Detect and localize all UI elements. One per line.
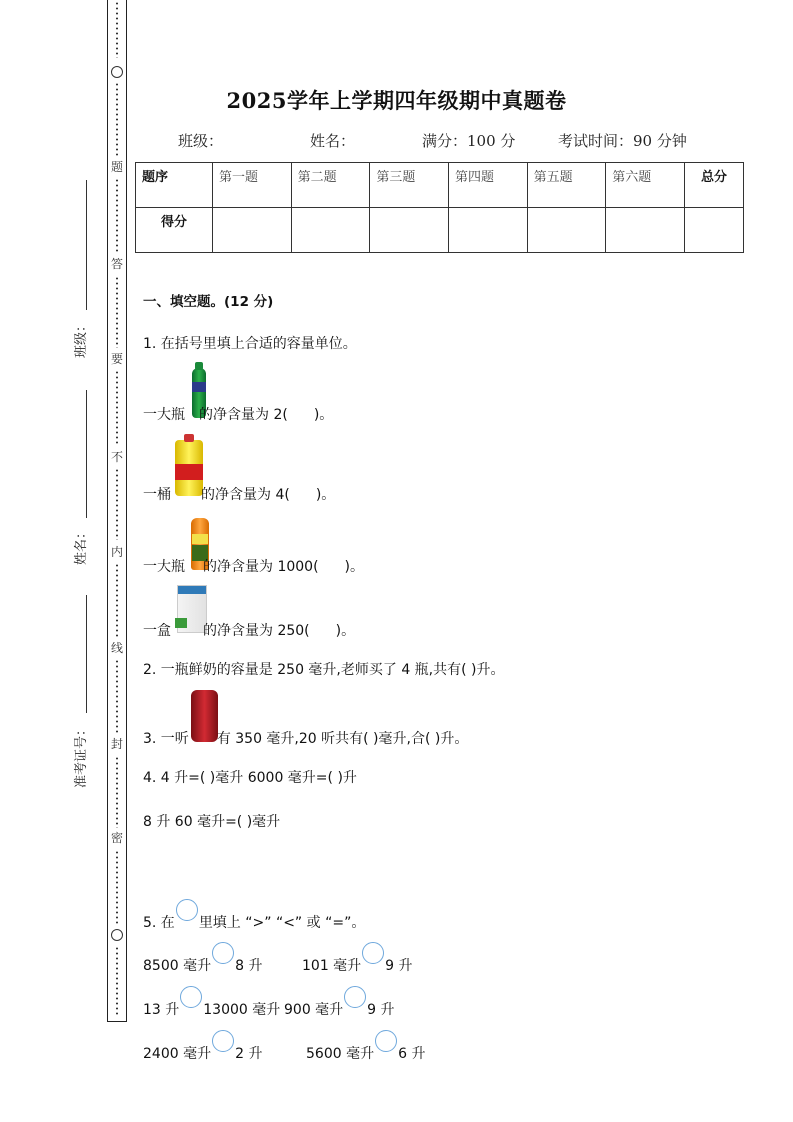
q5-row-2a [143, 986, 280, 1019]
q5-prompt-post: 里填上 “>” “<” 或 “=”。 [198, 915, 366, 931]
dotted-line [116, 659, 118, 733]
score-cell[interactable] [370, 208, 449, 253]
q1-item-1-end: )。 [313, 407, 334, 423]
compare-circle-input[interactable] [180, 986, 202, 1008]
dotted-line [116, 850, 118, 924]
header-cell: 第一题 [213, 163, 292, 208]
compare-left: 13 升 [143, 1002, 180, 1018]
name-field[interactable]: 姓名： [310, 132, 356, 150]
compare-right: 13000 毫升 [203, 1002, 281, 1018]
strip-circle [108, 66, 126, 78]
dotted-line [116, 370, 118, 446]
strip-char: 密 [110, 831, 123, 845]
q5-row-2b [284, 986, 395, 1019]
strip-char: 内 [110, 545, 123, 559]
score-table-score-row [136, 208, 744, 253]
strip-char: 封 [110, 737, 123, 751]
compare-circle-input[interactable] [212, 1030, 234, 1052]
dotted-line [116, 178, 118, 252]
compare-circle-input[interactable] [362, 942, 384, 964]
header-cell: 第五题 [527, 163, 606, 208]
q1-item-3-end: )。 [344, 559, 365, 575]
header-cell: 总分 [684, 163, 743, 208]
header-cell: 第三题 [370, 163, 449, 208]
q5-row-1a [143, 942, 262, 975]
score-table [135, 162, 744, 253]
strip-char: 答 [110, 257, 123, 271]
score-cell[interactable] [527, 208, 606, 253]
row-label: 得分 [136, 208, 213, 253]
q1-item-2 [143, 484, 335, 504]
strip-char: 要 [110, 352, 123, 366]
q1-item-4-pre: 一盒 [143, 623, 171, 639]
score-cell[interactable] [291, 208, 370, 253]
compare-circle-input[interactable] [375, 1030, 397, 1052]
header-cell: 第六题 [606, 163, 685, 208]
side-class-label: 班级： [74, 318, 89, 358]
q3 [143, 728, 468, 748]
q1-item-3-post: 的净含量为 1000( [203, 559, 319, 575]
side-exam-id-label: 准考证号： [74, 722, 89, 788]
full-score: 满分：100 分 [422, 132, 516, 150]
q4-line-2: 8 升 60 毫升=( )毫升 [143, 814, 281, 830]
q5-row-1b [302, 942, 413, 975]
score-table-header-row [136, 163, 744, 208]
dotted-line [116, 276, 118, 348]
page-title: 2025学年上学期四年级期中真题卷 [226, 88, 567, 113]
q1-item-2-post: 的净含量为 4( [201, 487, 290, 503]
side-name-label: 姓名： [74, 525, 89, 565]
strip-circle [108, 929, 126, 941]
q5-prompt [143, 899, 365, 932]
q1-item-1-pre: 一大瓶 [143, 407, 185, 423]
compare-right: 9 升 [385, 958, 413, 974]
dotted-line [116, 946, 118, 1016]
q5-row-3a [143, 1030, 262, 1063]
header-cell: 第四题 [448, 163, 527, 208]
header-cell: 第二题 [291, 163, 370, 208]
q1-item-3 [143, 556, 364, 576]
q2: 2. 一瓶鲜奶的容量是 250 毫升,老师买了 4 瓶,共有( )升。 [143, 662, 505, 678]
dotted-line [116, 756, 118, 828]
q1-item-1 [143, 404, 333, 424]
compare-right: 6 升 [398, 1046, 426, 1062]
q5-prompt-pre: 5. 在 [143, 915, 175, 931]
score-cell[interactable] [684, 208, 743, 253]
compare-right: 8 升 [235, 958, 263, 974]
compare-left: 2400 毫升 [143, 1046, 212, 1062]
strip-char: 不 [110, 450, 123, 464]
dotted-line [116, 563, 118, 637]
q3-post: 有 350 毫升,20 听共有( )毫升,合( )升。 [216, 731, 469, 747]
side-exam-id-line[interactable] [86, 595, 87, 713]
compare-right: 9 升 [367, 1002, 395, 1018]
dotted-line [116, 468, 118, 540]
compare-right: 2 升 [235, 1046, 263, 1062]
q1-item-3-pre: 一大瓶 [143, 559, 185, 575]
q1-item-4-end: )。 [335, 623, 356, 639]
q4-line-1: 4. 4 升=( )毫升 6000 毫升=( )升 [143, 770, 357, 786]
compare-circle-input[interactable] [212, 942, 234, 964]
binding-strip [107, 0, 127, 1022]
compare-left: 101 毫升 [302, 958, 362, 974]
dotted-line [116, 0, 118, 58]
compare-left: 8500 毫升 [143, 958, 212, 974]
q3-pre: 3. 一听 [143, 731, 189, 747]
strip-char: 题 [110, 160, 123, 174]
exam-time: 考试时间：90 分钟 [558, 132, 687, 150]
score-cell[interactable] [448, 208, 527, 253]
strip-char: 线 [110, 641, 123, 655]
compare-left: 5600 毫升 [306, 1046, 375, 1062]
q1-prompt: 1. 在括号里填上合适的容量单位。 [143, 336, 357, 352]
compare-circle-icon [176, 899, 198, 921]
q1-item-2-end: )。 [315, 487, 336, 503]
side-class-line[interactable] [86, 180, 87, 310]
score-cell[interactable] [213, 208, 292, 253]
side-name-line[interactable] [86, 390, 87, 518]
compare-left: 900 毫升 [284, 1002, 344, 1018]
section-heading: 一、填空题。(12 分) [143, 294, 274, 310]
compare-circle-input[interactable] [344, 986, 366, 1008]
q1-item-2-pre: 一桶 [143, 487, 171, 503]
q1-item-4-post: 的净含量为 250( [203, 623, 310, 639]
q5-row-3b [306, 1030, 425, 1063]
class-field[interactable]: 班级： [178, 132, 224, 150]
q1-item-1-post: 的净含量为 2( [199, 407, 288, 423]
score-cell[interactable] [606, 208, 685, 253]
q1-item-4 [143, 620, 355, 640]
header-cell: 题序 [136, 163, 213, 208]
